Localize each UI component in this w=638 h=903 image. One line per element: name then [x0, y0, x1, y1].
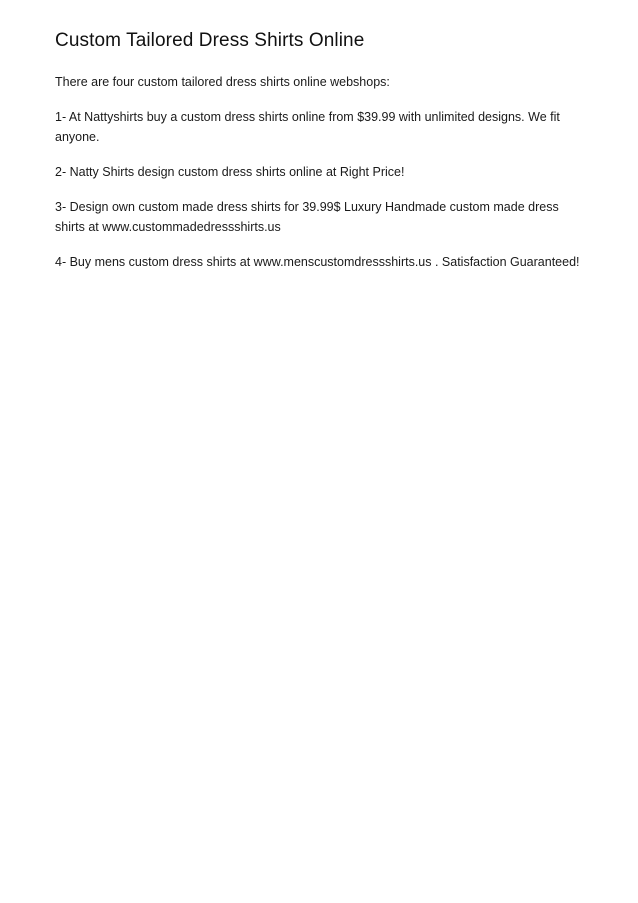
list-item-3: 3- Design own custom made dress shirts for 39.99$ Luxury Handmade custom made dress shirts at www.custommadedressshirts.us	[55, 200, 559, 234]
list-item-4: 4- Buy mens custom dress shirts at www.menscustomdressshirts.us . Satisfaction Guaranteed!	[55, 255, 580, 269]
list-item-1: 1- At Nattyshirts buy a custom dress shirts online from $39.99 with unlimited designs. We fit anyone.	[55, 110, 560, 144]
document-content	[55, 28, 585, 272]
page-title: Custom Tailored Dress Shirts Online	[55, 30, 365, 51]
intro-paragraph: There are four custom tailored dress shirts online webshops:	[55, 75, 390, 89]
list-item-2: 2- Natty Shirts design custom dress shirts online at Right Price!	[55, 165, 405, 179]
